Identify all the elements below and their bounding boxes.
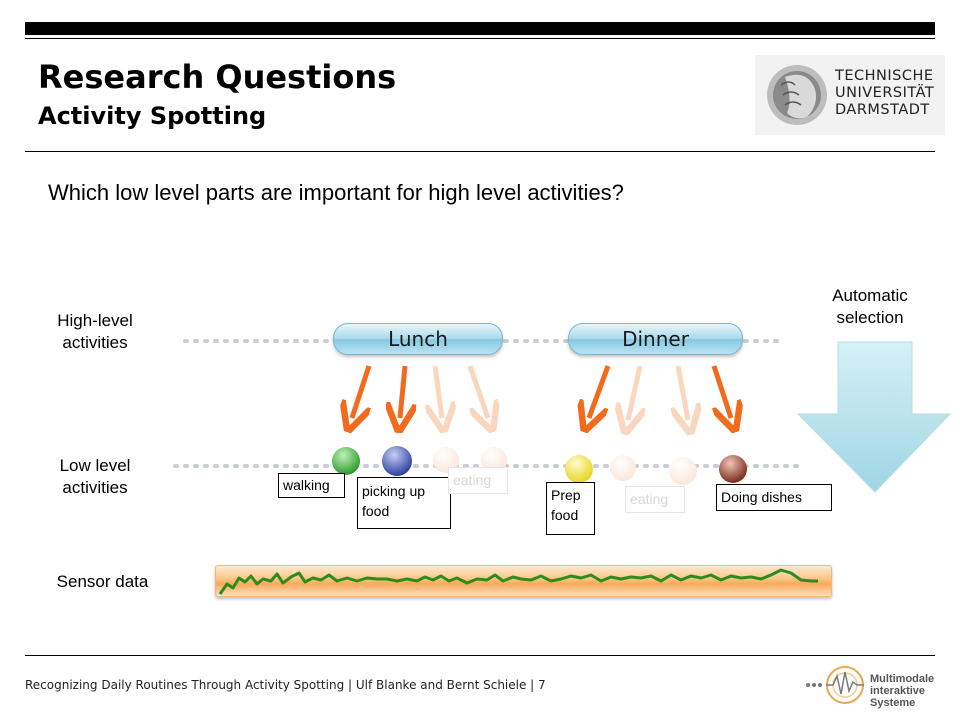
footer-rule [25, 655, 935, 656]
picking-up-food-node [382, 446, 412, 476]
lunch-to-walking-arrow [352, 366, 369, 418]
multimodale-wordmark [870, 673, 934, 709]
prep-food-label: Prep food [546, 482, 595, 535]
sensor-data-label: Sensor data [56, 572, 149, 591]
dinner-pill: Dinner [568, 323, 743, 355]
automatic-selection-label: Automatic selection [832, 286, 908, 327]
dinner-to-eating-arrow-faded-1 [628, 366, 640, 420]
picking-up-food-label: picking up food [357, 477, 451, 529]
logo-line-1: TECHNISCHE [835, 68, 934, 84]
sensor-signal-line [215, 560, 835, 600]
prep-food-node [565, 455, 593, 483]
high-level-label: High-level activities [57, 311, 133, 352]
lunch-to-eating-arrow-faded-2 [470, 366, 488, 418]
logo-line-2: UNIVERSITÄT [835, 85, 935, 101]
doing-dishes-node [719, 455, 747, 483]
slide-subtitle: Activity Spotting [38, 102, 267, 130]
eating-node-faded-4 [669, 457, 697, 485]
mm-line-3: Systeme [870, 697, 916, 709]
doing-dishes-label: Doing dishes [716, 484, 832, 511]
lunch-to-eating-arrow-faded-1 [435, 366, 442, 418]
eating-label-faded-2: eating [625, 486, 685, 513]
research-question: Which low level parts are important for high level activities? [48, 180, 624, 205]
dinner-to-prep-arrow [589, 366, 608, 418]
logo-line-3: DARMSTADT [835, 102, 930, 118]
lunch-to-picking-arrow [400, 366, 405, 418]
waveform-circle-icon [806, 667, 864, 703]
mm-line-2: interaktive [870, 685, 926, 697]
eating-label-faded-1: eating [448, 467, 508, 494]
walking-label: walking [278, 473, 345, 498]
footer-text: Recognizing Daily Routines Through Activity Spotting | Ulf Blanke and Bernt Schiele | 7 [25, 678, 546, 692]
walking-node [332, 447, 360, 475]
dinner-to-dishes-arrow [714, 366, 731, 418]
automatic-selection-arrow [798, 342, 950, 492]
low-level-label: Low level activities [59, 456, 131, 497]
mm-line-1: Multimodale [870, 673, 935, 685]
eating-node-faded-3 [610, 455, 636, 481]
lunch-pill: Lunch [333, 323, 503, 355]
dinner-to-eating-arrow-faded-2 [678, 366, 688, 420]
slide-title: Research Questions [38, 58, 397, 96]
